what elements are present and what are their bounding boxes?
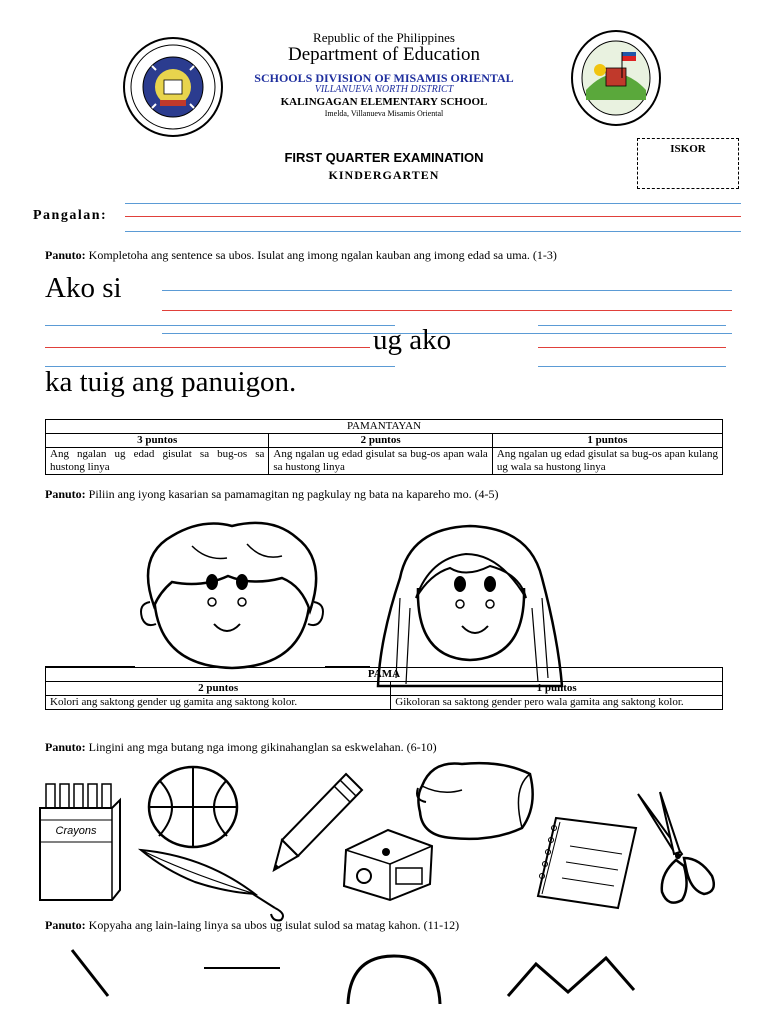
name-guide-top <box>125 203 741 204</box>
instruction-3 <box>45 740 437 755</box>
pillow-illustration[interactable] <box>412 756 542 846</box>
rubric-1-cell-2: Ang ngalan ug edad gisulat sa bug-os apan wala sa hustong linya <box>269 448 492 475</box>
rubric-1-title: PAMANTAYAN <box>46 420 723 434</box>
girl-illustration[interactable] <box>367 518 570 690</box>
line-patterns <box>0 940 768 1024</box>
scissors-illustration[interactable] <box>630 788 722 912</box>
header-division: SCHOOLS DIVISION OF MISAMIS ORIENTAL <box>254 71 514 85</box>
header-district: VILLANUEVA NORTH DISTRICT <box>314 84 454 95</box>
rubric-2-title: PAMA <box>367 668 401 680</box>
score-box[interactable] <box>637 138 739 189</box>
header-school: KALINGAGAN ELEMENTARY SCHOOL <box>280 96 488 108</box>
header-republic: Republic of the Philippines <box>313 30 455 45</box>
arc-line-pattern <box>348 956 440 1004</box>
instruction-1 <box>45 248 557 263</box>
basketball-illustration[interactable] <box>145 764 241 850</box>
name-write-guide-top <box>162 290 732 291</box>
rubric-2-header-2: 2 puntos <box>46 682 391 696</box>
rubric-table-2 <box>45 667 723 710</box>
rubric-1-cell-3: Ang ngalan ug edad gisulat sa bug-os sa hustong linya <box>46 448 269 475</box>
exam-title: FIRST QUARTER EXAMINATION <box>284 150 484 165</box>
phrase-ug-ako: ug ako <box>373 324 452 356</box>
instruction-1-text: Kompletoha ang sentence sa ubos. Isulat ang imong ngalan kauban ang imong edad sa uma. (1-3) <box>88 248 557 262</box>
instruction-4 <box>45 918 459 933</box>
zigzag-line-pattern <box>508 958 634 996</box>
rubric-1-header-2: 2 puntos <box>269 434 492 448</box>
age-guide-top <box>538 325 726 326</box>
name-label: Pangalan: <box>33 208 108 223</box>
name-write-guide-mid <box>162 310 732 311</box>
instruction-4-label: Panuto: <box>45 918 86 932</box>
boy-illustration[interactable] <box>132 516 332 676</box>
rubric-2-title-cell <box>46 668 723 682</box>
instruction-3-label: Panuto: <box>45 740 86 754</box>
notebook-illustration[interactable] <box>530 812 642 912</box>
rubric-table-1 <box>45 419 723 475</box>
crayons-box-illustration[interactable] <box>36 780 126 910</box>
age-answer-line[interactable] <box>538 366 726 367</box>
name-guide-middle <box>125 216 741 217</box>
score-label: ISKOR <box>670 143 706 155</box>
rubric-2-cell-2: Kolori ang saktong gender ug gamita ang saktong kolor. <box>46 696 391 710</box>
instruction-3-text: Lingini ang mga butang nga imong gikinahanglan sa eskwelahan. (6-10) <box>88 740 437 754</box>
rubric-1-header-3: 3 puntos <box>46 434 269 448</box>
age-guide-mid <box>538 347 726 348</box>
phrase-ka-tuig: ka tuig ang panuigon. <box>45 366 297 398</box>
line-left-1 <box>45 325 395 326</box>
instruction-2-text: Piliin ang iyong kasarian sa pamamagitan ng pagkulay ng bata na kapareho mo. (4-5) <box>88 487 499 501</box>
header-address: Imelda, Villanueva Misamis Oriental <box>324 109 444 118</box>
instruction-1-label: Panuto: <box>45 248 86 262</box>
rubric-2-header-1: 1 puntos <box>391 682 723 696</box>
instruction-2-label: Panuto: <box>45 487 86 501</box>
rubric-2-cell-1: Gikoloran sa saktong gender pero wala gamita ang saktong kolor. <box>391 696 723 710</box>
name-answer-line[interactable] <box>125 231 741 232</box>
line-left-2 <box>45 347 370 348</box>
diagonal-line-pattern <box>72 950 108 996</box>
phrase-ako-si: Ako si <box>45 272 122 304</box>
rubric-1-header-1: 1 puntos <box>492 434 722 448</box>
instruction-4-text: Kopyaha ang lain-laing linya sa ubos ug isulat sulod sa matag kahon. (11-12) <box>88 918 460 932</box>
instruction-2 <box>45 487 499 502</box>
crayons-brand: Crayons <box>55 825 97 837</box>
header-department: Department of Education <box>287 44 481 65</box>
rubric-1-cell-1: Ang ngalan ug edad gisulat sa bug-os apan kulang ug wala sa hustong linya <box>492 448 722 475</box>
exam-level: KINDERGARTEN <box>328 168 440 182</box>
